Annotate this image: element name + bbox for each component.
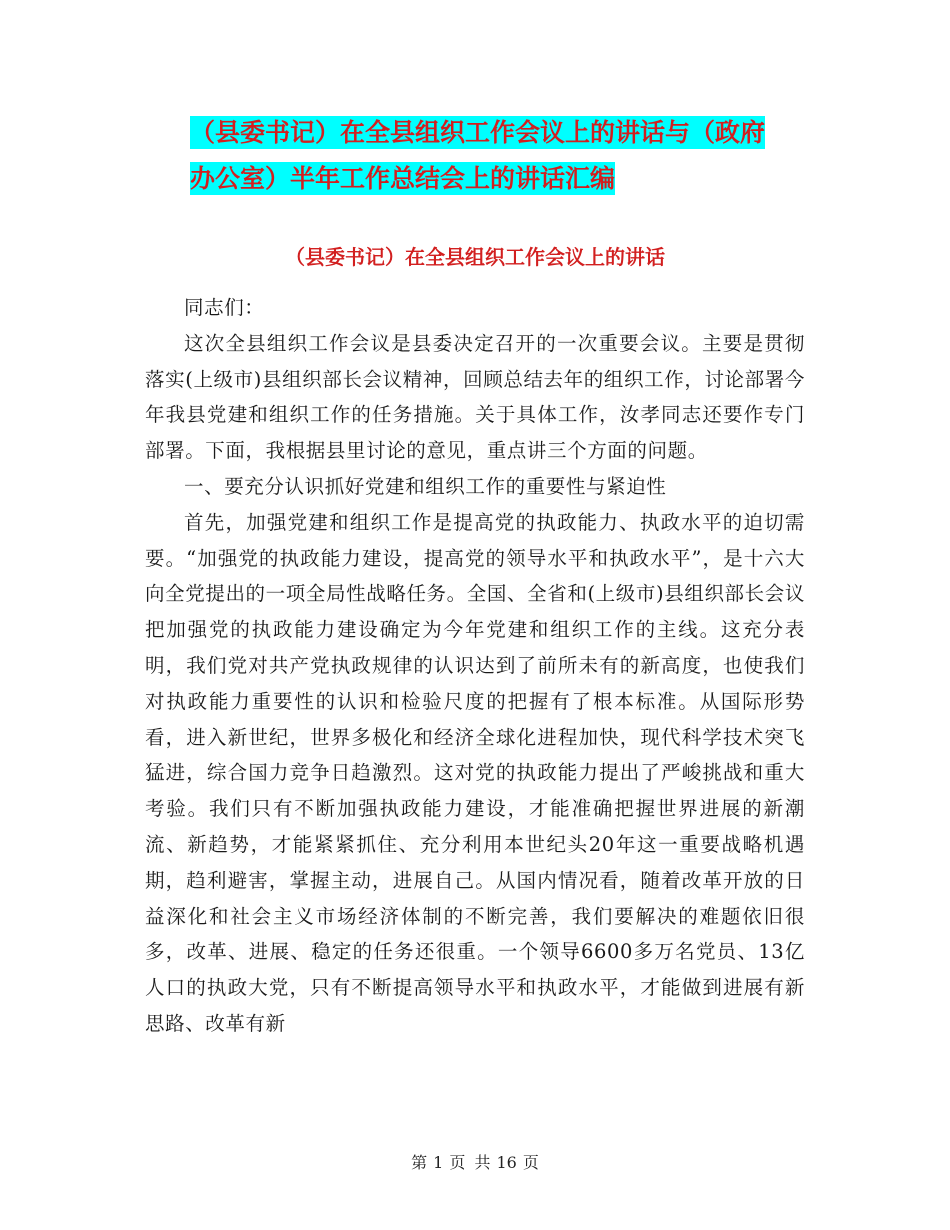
document-title: [190, 110, 810, 202]
salutation: 同志们：: [184, 296, 265, 319]
heading-point-one: 一、要充分认识抓好党建和组织工作的重要性与紧迫性: [184, 474, 667, 498]
footer-suffix: 页: [522, 1153, 539, 1172]
document-title-line-2: 办公室）半年工作总结会上的讲话汇编: [190, 164, 616, 193]
footer-prefix: 第: [411, 1153, 428, 1172]
paragraph-intro: 这次全县组织工作会议是县委决定召开的一次重要会议。主要是贯彻落实(上级市)县组织部长会议精神，回顾总结去年的组织工作，讨论部署今年我县党建和组织工作的任务措施。关于具体工作，汝孝同志还要作专门部署。下面，我根据县里讨论的意见，重点讲三个方面的问题。: [145, 331, 805, 463]
paragraph-first-point: 首先，加强党建和组织工作是提高党的执政能力、执政水平的迫切需要。“加强党的执政能力建设，提高党的领导水平和执政水平”，是十六大向全党提出的一项全局性战略任务。全国、全省和(上级市)县组织部长会议把加强党的执政能力建设确定为今年党建和组织工作的主线。这充分表明，我们党对共产党执政规律的认识达到了前所未有的新高度，也使我们对执政能力重要性的认识和检验尺度的把握有了根本标准。从国际形势看，进入新世纪，世界多极化和经济全球化进程加快，现代科学技术突飞猛进，综合国力竞争日趋激烈。这对党的执政能力提出了严峻挑战和重大考验。我们只有不断加强执政能力建设，才能准确把握世界进展的新潮流、新趋势，才能紧紧抓住、充分利用本世纪头20年这一重要战略机遇期，趋利避害，掌握主动，进展自己。从国内情况看，随着改革开放的日益深化和社会主义市场经济体制的不断完善，我们要解决的难题依旧很多，改革、进展、稳定的任务还很重。一个领导6600多万名党员、13亿人口的执政大党，只有不断提高领导水平和执政水平，才能做到进展有新思路、改革有新: [145, 510, 805, 1035]
page-footer: [0, 1152, 950, 1174]
document-title-line-1: （县委书记）在全县组织工作会议上的讲话与（政府: [190, 118, 766, 147]
footer-page-number: 1: [433, 1153, 444, 1172]
document-body: [145, 290, 805, 1042]
footer-total-pages: 16: [496, 1153, 517, 1172]
section-title: （县委书记）在全县组织工作会议上的讲话: [285, 245, 665, 269]
footer-middle: 页 共: [449, 1153, 491, 1172]
